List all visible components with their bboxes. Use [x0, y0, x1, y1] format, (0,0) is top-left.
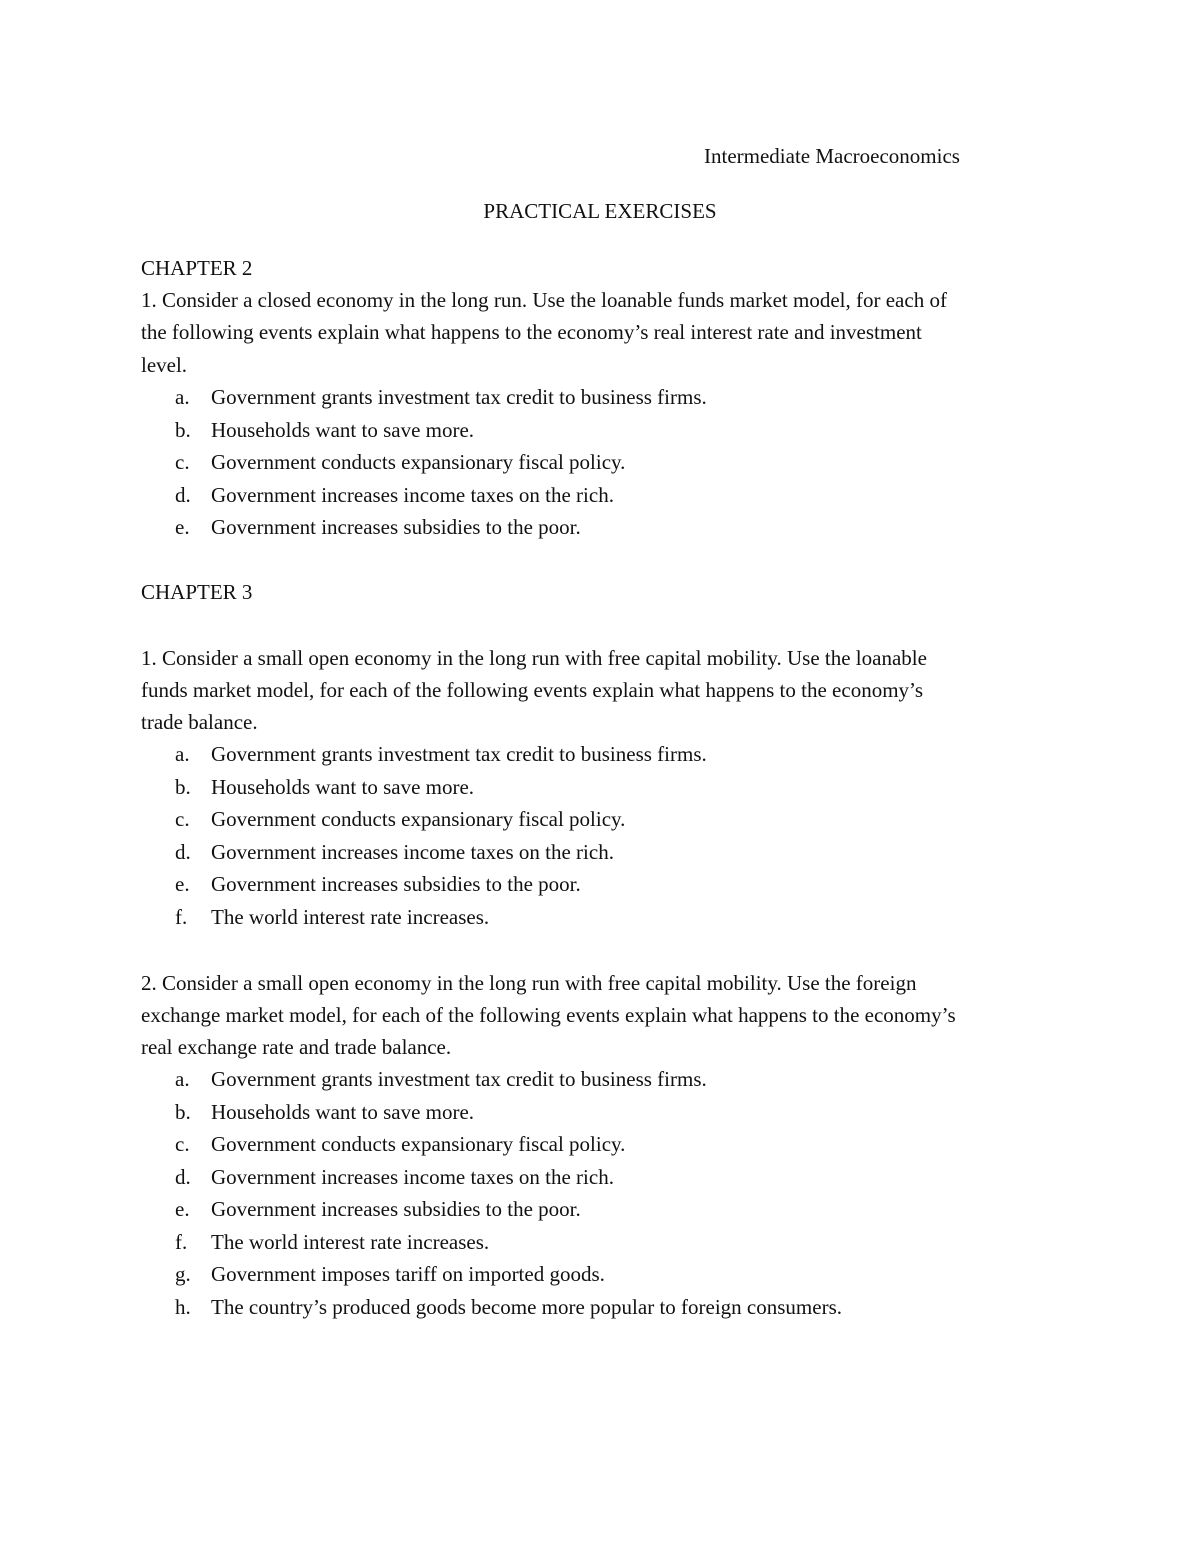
- ch3-q2-line-1: 2. Consider a small open economy in the long run with free capital mobility. Use the foreign: [141, 971, 917, 995]
- ch3-q1-line-1: 1. Consider a small open economy in the long run with free capital mobility. Use the loanable: [141, 646, 927, 670]
- option-letter: c.: [175, 1132, 190, 1156]
- option-letter: b.: [175, 417, 191, 442]
- option-letter: g.: [175, 1262, 191, 1286]
- ch3-q2-line-2: exchange market model, for each of the following events explain what happens to the economy’s: [141, 1003, 956, 1027]
- option-letter: e.: [175, 515, 190, 539]
- option-text: The world interest rate increases.: [211, 1229, 490, 1254]
- option-letter: f.: [175, 904, 188, 929]
- option-letter: d.: [175, 839, 191, 864]
- option-text: Government conducts expansionary fiscal policy.: [211, 1132, 626, 1156]
- option-text: Government increases income taxes on the rich.: [211, 1164, 614, 1189]
- option-text: Government conducts expansionary fiscal policy.: [211, 450, 626, 474]
- chapter-3-heading: CHAPTER 3: [141, 580, 253, 604]
- option-text: Government conducts expansionary fiscal policy.: [211, 807, 626, 831]
- ch3-q1-line-3: trade balance.: [141, 710, 258, 734]
- option-letter: c.: [175, 807, 190, 831]
- ch3-q1-line-2: funds market model, for each of the following events explain what happens to the economy’s: [141, 678, 924, 702]
- option-text: Government grants investment tax credit to business firms.: [211, 742, 707, 766]
- option-letter: c.: [175, 450, 190, 474]
- option-text: Government increases subsidies to the poor.: [211, 1197, 581, 1221]
- option-text: Households want to save more.: [211, 774, 475, 799]
- option-text: Government grants investment tax credit to business firms.: [211, 385, 707, 409]
- ch2-q1-line-2: the following events explain what happens to the economy’s real interest rate and investment: [141, 320, 922, 344]
- option-text: The world interest rate increases.: [211, 904, 490, 929]
- option-text: Government increases subsidies to the poor.: [211, 515, 581, 539]
- option-letter: a.: [175, 742, 190, 766]
- ch3-q2-line-3: real exchange rate and trade balance.: [141, 1035, 452, 1059]
- ch2-q1-line-3: level.: [141, 353, 188, 377]
- option-text: Government increases income taxes on the rich.: [211, 839, 614, 864]
- option-text: The country’s produced goods become more popular to foreign consumers.: [211, 1294, 842, 1319]
- option-letter: f.: [175, 1229, 188, 1254]
- option-letter: h.: [175, 1294, 191, 1319]
- option-text: Government grants investment tax credit to business firms.: [211, 1067, 707, 1091]
- option-letter: d.: [175, 482, 191, 507]
- option-text: Government increases subsidies to the poor.: [211, 872, 581, 896]
- option-letter: e.: [175, 872, 190, 896]
- option-letter: a.: [175, 385, 190, 409]
- option-letter: b.: [175, 1099, 191, 1124]
- option-text: Households want to save more.: [211, 1099, 475, 1124]
- option-text: Households want to save more.: [211, 417, 475, 442]
- course-title: Intermediate Macroeconomics: [704, 144, 960, 168]
- option-letter: e.: [175, 1197, 190, 1221]
- option-text: Government increases income taxes on the rich.: [211, 482, 614, 507]
- document-title: PRACTICAL EXERCISES: [483, 199, 717, 223]
- option-letter: b.: [175, 774, 191, 799]
- option-letter: a.: [175, 1067, 190, 1091]
- ch2-q1-line-1: 1. Consider a closed economy in the long run. Use the loanable funds market model, for each of: [141, 288, 947, 312]
- option-text: Government imposes tariff on imported goods.: [211, 1262, 605, 1286]
- option-letter: d.: [175, 1164, 191, 1189]
- chapter-2-heading: CHAPTER 2: [141, 256, 253, 280]
